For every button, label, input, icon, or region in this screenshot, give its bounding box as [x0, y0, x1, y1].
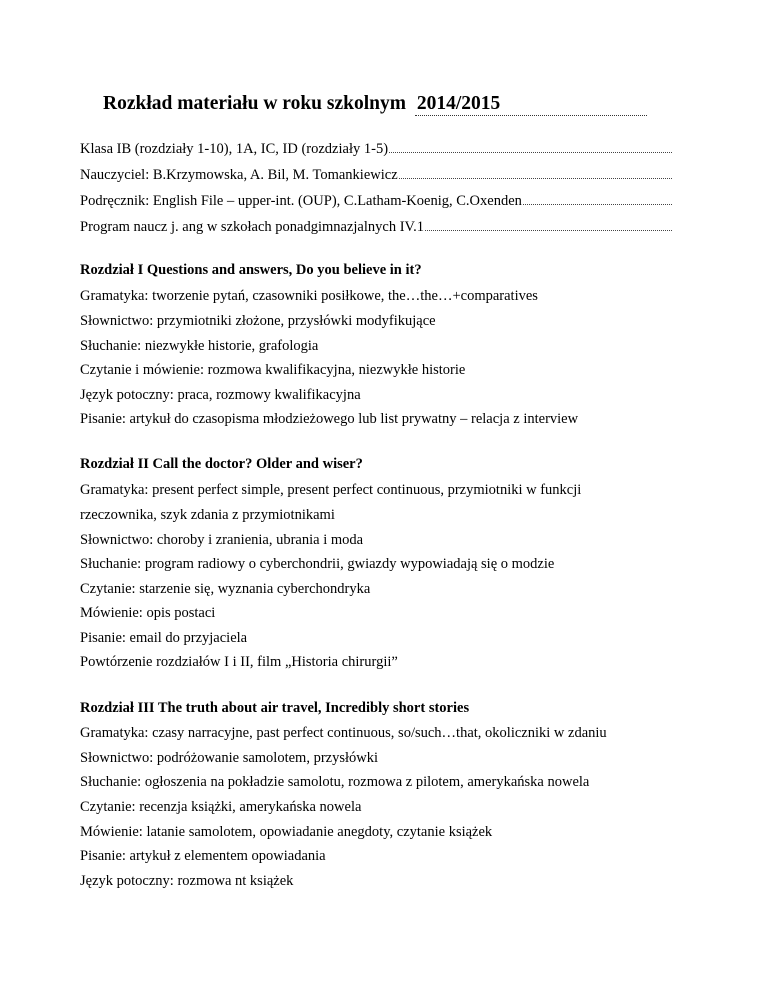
- class-line: [80, 140, 672, 158]
- page-title: [103, 93, 647, 116]
- section-line: Mówienie: opis postaci: [80, 605, 216, 621]
- section-line: Język potoczny: praca, rozmowy kwalifikacyjna: [80, 387, 361, 403]
- title-text: Rozkład materiału w roku szkolnym: [103, 93, 406, 114]
- section-line: Słownictwo: przymiotniki złożone, przysłówki modyfikujące: [80, 313, 436, 329]
- section-line: Słuchanie: ogłoszenia na pokładzie samolotu, rozmowa z pilotem, amerykańska nowela: [80, 774, 590, 790]
- section-line: Słownictwo: choroby i zranienia, ubrania i moda: [80, 532, 364, 548]
- section-line: Czytanie: starzenie się, wyznania cyberchondryka: [80, 581, 371, 597]
- section-line: rzeczownika, szyk zdania z przymiotnikami: [80, 507, 335, 523]
- teacher-text: Nauczyciel: B.Krzymowska, A. Bil, M. Tomankiewicz: [80, 167, 398, 183]
- section-line: Czytanie i mówienie: rozmowa kwalifikacyjna, niezwykłe historie: [80, 362, 466, 378]
- class-text: Klasa IB (rozdziały 1-10), 1A, IC, ID (rozdziały 1-5): [80, 141, 389, 157]
- section-heading: Rozdział II Call the doctor? Older and wiser?: [80, 456, 363, 472]
- section-line: Pisanie: artykuł z elementem opowiadania: [80, 848, 326, 864]
- section-line: Słuchanie: niezwykłe historie, grafologia: [80, 338, 319, 354]
- section-line: Pisanie: artykuł do czasopisma młodzieżowego lub list prywatny – relacja z interview: [80, 411, 579, 427]
- section-line: Słuchanie: program radiowy o cyberchondrii, gwiazdy wypowiadają się o modzie: [80, 556, 555, 572]
- textbook-line: [80, 192, 672, 210]
- dotted-fill: [523, 192, 672, 205]
- section-heading: Rozdział I Questions and answers, Do you believe in it?: [80, 262, 422, 278]
- section-line: Gramatyka: tworzenie pytań, czasowniki posiłkowe, the…the…+comparatives: [80, 288, 538, 304]
- textbook-text: Podręcznik: English File – upper-int. (OUP), C.Latham-Koenig, C.Oxenden: [80, 193, 522, 209]
- teacher-line: [80, 166, 672, 184]
- section-line: Słownictwo: podróżowanie samolotem, przysłówki: [80, 750, 379, 766]
- section-line: Powtórzenie rozdziałów I i II, film „Historia chirurgii”: [80, 654, 398, 670]
- section-line: Język potoczny: rozmowa nt książek: [80, 873, 294, 889]
- school-year: 2014/2015: [415, 93, 647, 116]
- dotted-fill: [389, 140, 672, 153]
- section-line: Gramatyka: czasy narracyjne, past perfect continuous, so/such…that, okoliczniki w zdaniu: [80, 725, 607, 741]
- section-line: Mówienie: latanie samolotem, opowiadanie anegdoty, czytanie książek: [80, 824, 493, 840]
- dotted-fill: [425, 218, 672, 231]
- section-line: Pisanie: email do przyjaciela: [80, 630, 248, 646]
- section-line: Czytanie: recenzja książki, amerykańska nowela: [80, 799, 362, 815]
- section-line: Gramatyka: present perfect simple, present perfect continuous, przymiotniki w funkcji: [80, 482, 582, 498]
- section-heading: Rozdział III The truth about air travel, Incredibly short stories: [80, 700, 470, 716]
- program-line: [80, 218, 672, 236]
- program-text: Program naucz j. ang w szkołach ponadgimnazjalnych IV.1: [80, 219, 425, 235]
- dotted-fill: [399, 166, 672, 179]
